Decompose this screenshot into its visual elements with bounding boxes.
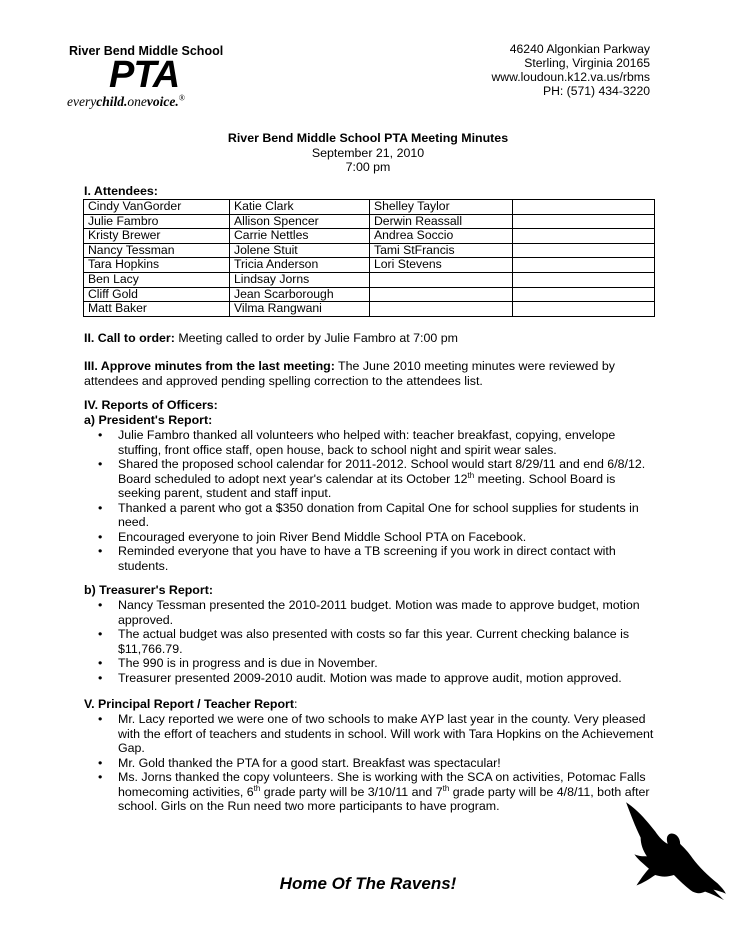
attendee-cell — [513, 200, 655, 215]
tagline-one: one — [127, 94, 147, 109]
list-item — [96, 770, 656, 814]
list-item: • Reminded everyone that you have to have a TB screening if you work in direct contact with students. — [96, 544, 656, 573]
attendee-cell: Tami StFrancis — [370, 243, 513, 258]
table-row — [84, 200, 655, 215]
call-to-order-label: II. Call to order: — [84, 331, 175, 345]
pta-tagline — [67, 94, 185, 110]
attendee-cell — [513, 229, 655, 244]
list-item — [96, 457, 656, 501]
attendee-cell: Kristy Brewer — [84, 229, 230, 244]
table-row — [84, 287, 655, 302]
title-heading: River Bend Middle School PTA Meeting Minutes — [227, 131, 509, 145]
list-item: • The 990 is in progress and is due in November. — [96, 656, 656, 671]
address-line2: Sterling, Virginia 20165 — [524, 56, 650, 70]
principal-report-list — [96, 712, 656, 814]
approve-minutes-label: III. Approve minutes from the last meeting: — [84, 359, 335, 373]
table-row — [84, 229, 655, 244]
attendee-cell: Tricia Anderson — [230, 258, 370, 273]
school-website: www.loudoun.k12.va.us/rbms — [491, 70, 650, 84]
table-row — [84, 214, 655, 229]
attendee-cell — [513, 302, 655, 317]
attendee-cell: Nancy Tessman — [84, 243, 230, 258]
attendee-cell: Tara Hopkins — [84, 258, 230, 273]
attendee-cell: Jean Scarborough — [230, 287, 370, 302]
approve-minutes — [84, 359, 654, 388]
treasurer-report-list — [96, 598, 656, 685]
list-item: • Nancy Tessman presented the 2010-2011 budget. Motion was made to approve budget, motion approved. — [96, 598, 656, 627]
list-item: • Treasurer presented 2009-2010 audit. Motion was made to approve audit, motion approved. — [96, 671, 656, 686]
title-time: 7:00 pm — [345, 160, 391, 174]
attendee-cell: Matt Baker — [84, 302, 230, 317]
list-item: • The actual budget was also presented with costs so far this year. Current checking balance is $11,766.79. — [96, 627, 656, 656]
principal-report-heading — [84, 697, 297, 711]
attendee-cell: Cliff Gold — [84, 287, 230, 302]
school-address — [491, 42, 650, 98]
call-to-order-text: Meeting called to order by Julie Fambro at 7:00 pm — [174, 331, 458, 345]
attendee-cell: Ben Lacy — [84, 272, 230, 287]
list-item-text: Shared the proposed school calendar for 2011-2012. School would start 8/29/11 and end 6/8/12. Board scheduled to adopt next year's calendar at its October 12 — [118, 457, 646, 486]
list-item-text: Ms. Jorns thanked the copy volunteers. She is working with the SCA on activities, Potomac Falls homecoming activities, 6 — [118, 770, 646, 799]
footer-slogan: Home Of The Ravens! — [279, 874, 457, 893]
attendee-cell: Shelley Taylor — [370, 200, 513, 215]
attendee-cell: Jolene Stuit — [230, 243, 370, 258]
attendee-cell: Allison Spencer — [230, 214, 370, 229]
address-line1: 46240 Algonkian Parkway — [509, 42, 650, 56]
superscript: th — [442, 783, 450, 793]
tagline-child: child. — [96, 94, 128, 109]
attendee-cell: Julie Fambro — [84, 214, 230, 229]
tagline-every: every — [67, 94, 97, 109]
pta-logo: PTA — [109, 54, 180, 96]
president-report-heading: a) President's Report: — [84, 413, 213, 427]
list-item: • Julie Fambro thanked all volunteers who helped with: teacher breakfast, copying, envelope stuffing, front office staff, open house, back to school night and spirit wear sales. — [96, 428, 656, 457]
attendees-heading: I. Attendees: — [84, 184, 158, 198]
superscript: th — [253, 783, 261, 793]
table-row — [84, 258, 655, 273]
attendee-cell — [513, 272, 655, 287]
attendee-cell — [513, 214, 655, 229]
attendee-cell: Lindsay Jorns — [230, 272, 370, 287]
attendee-cell — [513, 243, 655, 258]
principal-heading-text: V. Principal Report / Teacher Report — [84, 697, 295, 711]
tagline-mark: ® — [178, 93, 185, 103]
attendee-cell: Lori Stevens — [370, 258, 513, 273]
attendee-cell — [513, 287, 655, 302]
attendee-cell — [370, 302, 513, 317]
list-item-text: grade party will be 4/8/11, both after school. Girls on the Run need two more participants to have program. — [118, 784, 650, 813]
list-item: • Thanked a parent who got a $350 donation from Capital One for school supplies for students in need. — [96, 501, 656, 530]
attendee-cell: Katie Clark — [230, 200, 370, 215]
table-row — [84, 302, 655, 317]
attendees-table — [83, 199, 655, 317]
attendee-cell: Vilma Rangwani — [230, 302, 370, 317]
approve-minutes-text: The June 2010 meeting minutes were reviewed by attendees and approved pending spelling correction to the attendees list. — [84, 359, 615, 388]
attendee-cell: Derwin Reassall — [370, 214, 513, 229]
president-report-list — [96, 428, 656, 573]
list-item: • Encouraged everyone to join River Bend Middle School PTA on Facebook. — [96, 530, 656, 545]
attendee-cell — [370, 272, 513, 287]
title-date: September 21, 2010 — [311, 145, 425, 160]
school-phone: PH: (571) 434-3220 — [542, 84, 650, 98]
principal-heading-colon: : — [294, 697, 298, 711]
document-title — [0, 131, 736, 175]
attendee-cell — [513, 258, 655, 273]
attendee-cell: Andrea Soccio — [370, 229, 513, 244]
list-item: • Mr. Gold thanked the PTA for a good start. Breakfast was spectacular! — [96, 756, 656, 771]
call-to-order — [84, 331, 654, 346]
attendee-cell: Cindy VanGorder — [84, 200, 230, 215]
superscript: th — [467, 470, 475, 480]
school-name: River Bend Middle School — [69, 44, 224, 58]
treasurer-report-heading: b) Treasurer's Report: — [84, 583, 213, 597]
table-row — [84, 243, 655, 258]
tagline-voice: voice. — [146, 94, 179, 109]
attendee-cell: Carrie Nettles — [230, 229, 370, 244]
list-item-text: grade party will be 3/10/11 and 7 — [260, 784, 443, 799]
attendee-cell — [370, 287, 513, 302]
table-row — [84, 272, 655, 287]
list-item-text: meeting. School Board is seeking parent, student and staff input. — [118, 471, 616, 500]
list-item: • Mr. Lacy reported we were one of two schools to make AYP last year in the county. Very pleased with the effort of teachers and students in school. Will work with Tara Hopkins on the Achievement Gap. — [96, 712, 656, 756]
reports-heading: IV. Reports of Officers: — [84, 398, 218, 412]
